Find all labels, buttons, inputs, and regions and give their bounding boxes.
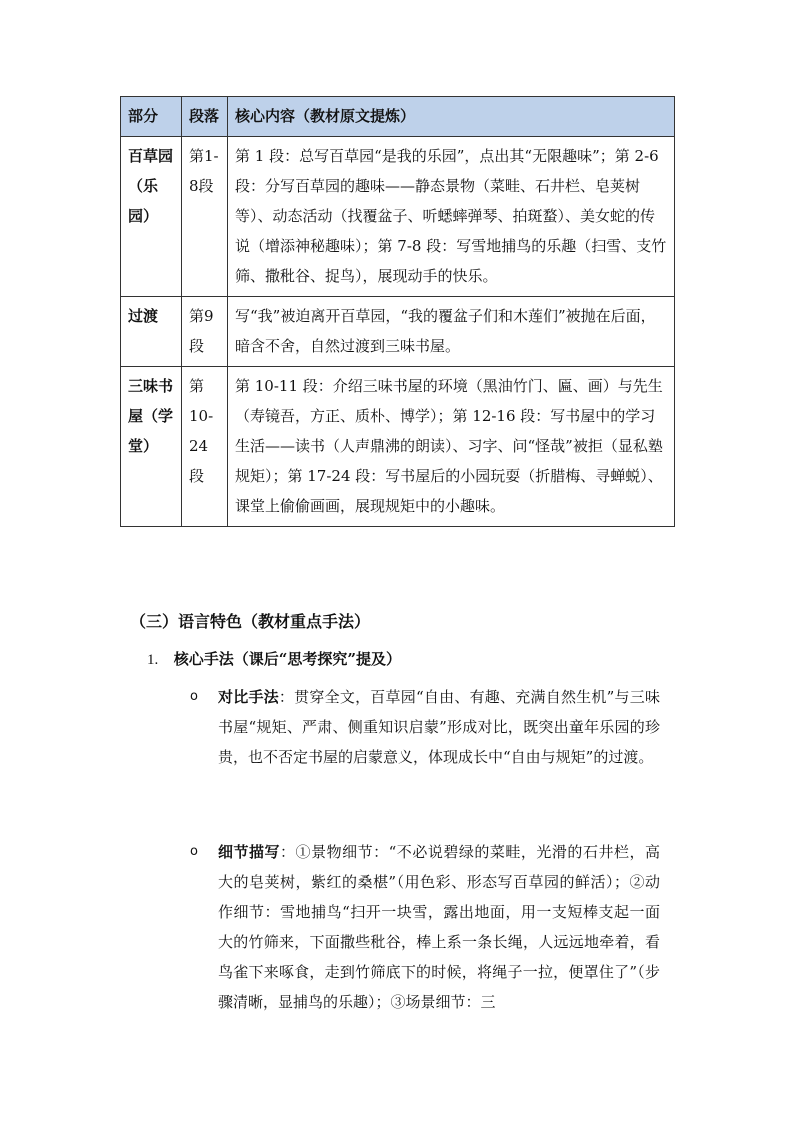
bullet-body <box>218 682 660 772</box>
row-paragraphs: 第9段 <box>182 297 228 367</box>
row-content: 写“我”被迫离开百草园，“我的覆盆子们和木莲们”被抛在后面，暗含不舍，自然过渡到三味书屋。 <box>228 297 675 367</box>
row-paragraphs: 第10-24段 <box>182 367 228 527</box>
header-paragraphs: 段落 <box>182 97 228 137</box>
bullet-item <box>190 682 660 772</box>
subsection-number: 1. <box>147 652 159 668</box>
section-heading: （三）语言特色（教材重点手法） <box>130 612 371 631</box>
bullet-label: 细节描写 <box>218 843 281 861</box>
bullet-item <box>190 837 660 1017</box>
bullet-marker: o <box>190 844 198 859</box>
bullet-body <box>218 837 660 1017</box>
row-content: 第 10-11 段：介绍三味书屋的环境（黑油竹门、匾、画）与先生（寿镜吾，方正、质朴、博学）；第 12-16 段：写书屋中的学习生活——读书（人声鼎沸的朗读）、习字、问“怪哉”被拒（显私塾规矩）；第 17-24 段：写书屋后的小园玩耍（折腊梅、寻蝉蜕）、课堂上偷偷画画，展现规矩中的小趣味。 <box>228 367 675 527</box>
row-paragraphs: 第1-8段 <box>182 137 228 297</box>
bullet-text: ：①景物细节：“不必说碧绿的菜畦，光滑的石井栏，高大的皂荚树，紫红的桑椹”（用色彩、形态写百草园的鲜活）；②动作细节：雪地捕鸟“扫开一块雪，露出地面，用一支短棒支起一面大的竹筛来，下面撒些秕谷，棒上系一条长绳，人远远地牵着，看鸟雀下来啄食，走到竹筛底下的时候，将绳子一拉，便罩住了”（步骤清晰，显捕鸟的乐趣）；③场景细节：三 <box>218 843 660 1011</box>
bullet-marker: o <box>190 689 198 704</box>
header-part: 部分 <box>121 97 182 137</box>
subsection-heading <box>147 648 401 669</box>
header-content: 核心内容（教材原文提炼） <box>228 97 675 137</box>
bullet-label: 对比手法 <box>218 688 279 706</box>
table-header-row <box>121 97 675 137</box>
table-row <box>121 137 675 297</box>
bullet-text: ：贯穿全文，百草园“自由、有趣、充满自然生机”与三味书屋“规矩、严肃、侧重知识启蒙”形成对比，既突出童年乐园的珍贵，也不否定书屋的启蒙意义，体现成长中“自由与规矩”的过渡。 <box>218 688 660 766</box>
table-row <box>121 297 675 367</box>
structure-table <box>120 96 675 527</box>
table-row <box>121 367 675 527</box>
row-part: 三味书屋（学堂） <box>121 367 182 527</box>
row-content: 第 1 段：总写百草园“是我的乐园”，点出其“无限趣味”；第 2-6 段：分写百草园的趣味——静态景物（菜畦、石井栏、皂荚树等）、动态活动（找覆盆子、听蟋蟀弹琴、拍斑蝥）、美女蛇的传说（增添神秘趣味）；第 7-8 段：写雪地捕鸟的乐趣（扫雪、支竹筛、撒秕谷、捉鸟），展现动手的快乐。 <box>228 137 675 297</box>
subsection-title: 核心手法（课后“思考探究”提及） <box>173 650 402 668</box>
row-part: 过渡 <box>121 297 182 367</box>
row-part: 百草园（乐园） <box>121 137 182 297</box>
